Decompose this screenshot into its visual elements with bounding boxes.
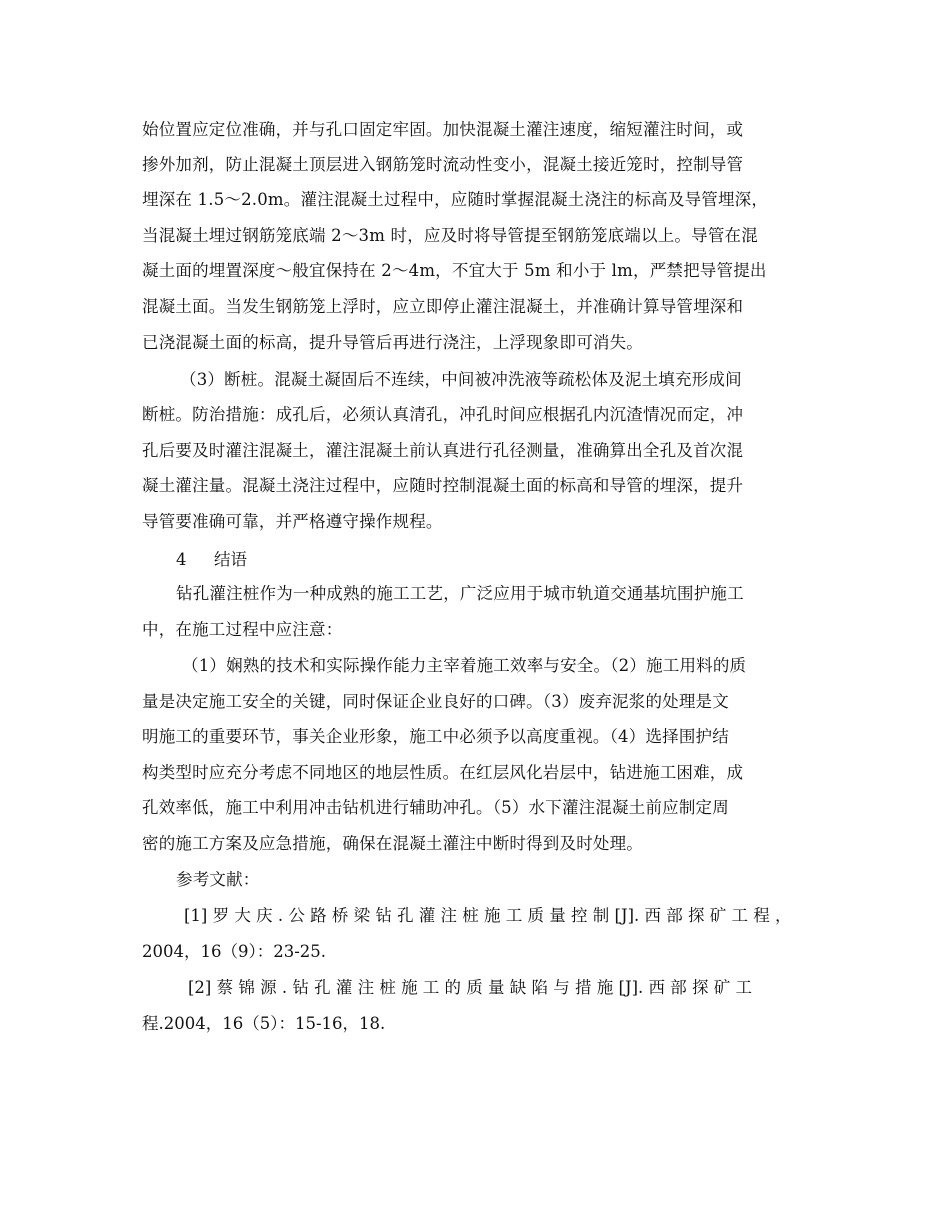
reference-item-2: [2] 蔡 锦 源 . 钻 孔 灌 注 桩 施 工 的 质 量 缺 陷 与 措 施 [J]. 西 部 探 矿 工 [188, 978, 752, 997]
paragraph-line: （3）断桩。混凝土凝固后不连续，中间被冲洗液等疏松体及泥土填充形成间 [180, 370, 742, 389]
paragraph-line: 量是决定施工安全的关键，同时保证企业良好的口碑。（3）废弃泥浆的处理是文 [142, 692, 729, 711]
paragraph-line: 孔效率低，施工中利用冲击钻机进行辅助冲孔。（5）水下灌注混凝土前应制定周 [142, 798, 729, 817]
section-number: 4 [176, 550, 187, 569]
paragraph-line: 密的施工方案及应急措施，确保在混凝土灌注中断时得到及时处理。 [142, 834, 643, 853]
reference-item-1-continuation: 2004，16（9）：23-25. [142, 942, 327, 961]
reference-item-1: [1] 罗 大 庆 . 公 路 桥 梁 钻 孔 灌 注 桩 施 工 质 量 控 制 [J]. 西 部 探 矿 工 程 ， [184, 906, 792, 925]
reference-item-2-continuation: 程.2004，16（5）：15-16，18. [142, 1014, 386, 1033]
paragraph-line: 钻孔灌注桩作为一种成熟的施工工艺，广泛应用于城市轨道交通基坑围护施工 [176, 584, 744, 603]
paragraph-line: 导管要准确可靠，并严格遵守操作规程。 [142, 512, 443, 531]
paragraph-line: 已浇混凝土面的标高，提升导管后再进行浇注，上浮现象即可消失。 [142, 333, 643, 352]
paragraph-line: 掺外加剂，防止混凝土顶层进入钢筋笼时流动性变小，混凝土接近笼时，控制导管 [142, 155, 744, 174]
references-heading: 参考文献： [176, 870, 260, 889]
paragraph-line: 构类型时应充分考虑不同地区的地层性质。在红层风化岩层中，钻进施工困难，成 [142, 763, 744, 782]
paragraph-line: 中，在施工过程中应注意： [142, 620, 343, 639]
paragraph-line: 凝土面的埋置深度～般宜保持在 2～4m，不宜大于 5m 和小于 lm，严禁把导管提出 [142, 261, 767, 280]
paragraph-line: 混凝土面。当发生钢筋笼上浮时，应立即停止灌注混凝土，并准确计算导管埋深和 [142, 297, 744, 316]
paragraph-line: 孔后要及时灌注混凝土，灌注混凝土前认真进行孔径测量，准确算出全孔及首次混 [142, 441, 744, 460]
paragraph-line: 明施工的重要环节，事关企业形象，施工中必须予以高度重视。（4）选择围护结 [142, 727, 729, 746]
paragraph-line: 凝土灌注量。混凝土浇注过程中，应随时控制混凝土面的标高和导管的埋深，提升 [142, 476, 744, 495]
paragraph-line: （1）娴熟的技术和实际操作能力主宰着施工效率与安全。（2）施工用料的质 [182, 656, 747, 675]
paragraph-line: 埋深在 1.5～2.0m。灌注混凝土过程中，应随时掌握混凝土浇注的标高及导管埋深， [142, 190, 769, 209]
paragraph-line: 始位置应定位准确，并与孔口固定牢固。加快混凝土灌注速度，缩短灌注时间，或 [142, 120, 744, 139]
paragraph-line: 当混凝土埋过钢筋笼底端 2～3m 时，应及时将导管提至钢筋笼底端以上。导管在混 [142, 226, 758, 245]
section-title: 结语 [214, 550, 247, 569]
paragraph-line: 断桩。防治措施：成孔后，必须认真清孔，冲孔时间应根据孔内沉渣情况而定，冲 [142, 405, 744, 424]
